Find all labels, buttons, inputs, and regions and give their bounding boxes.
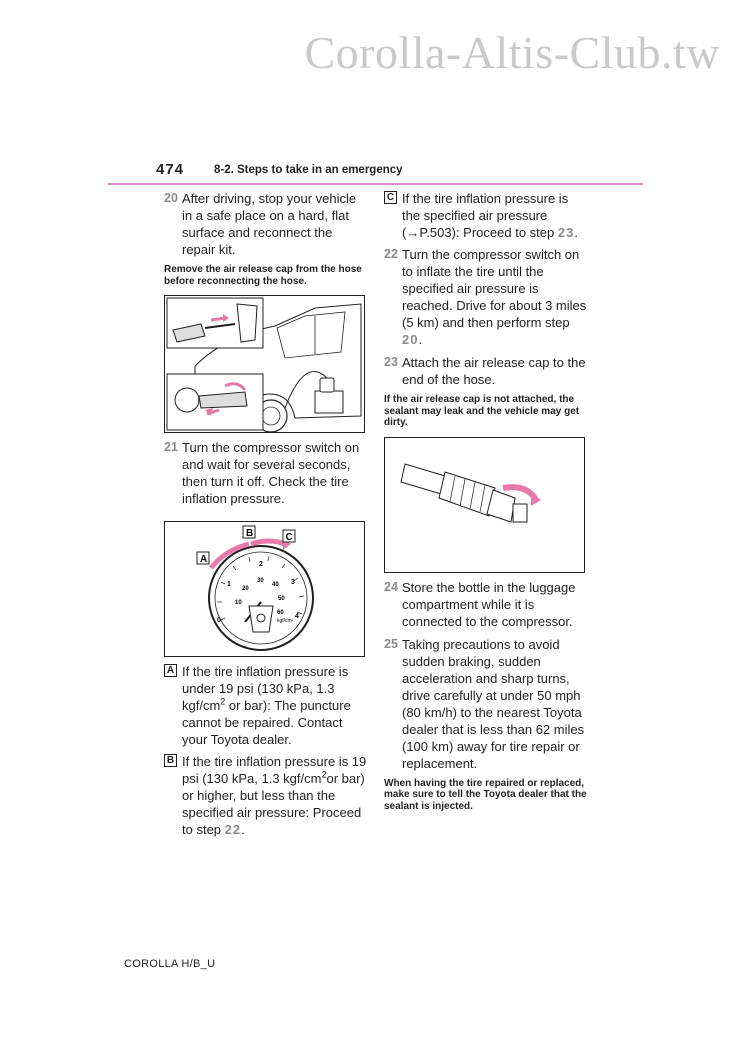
item-text: If the tire inflation pressure is under 19 psi (130 kPa, 1.3 kgf/cm [182,664,349,713]
step-text: After driving, stop your vehicle in a safe place on a hard, flat surface and reconnect the repair kit. [182,191,357,257]
gauge-tick-1: 1 [227,581,231,588]
car-repair-kit-drawing [165,296,364,432]
label-box-b: B [164,754,177,767]
step-end: . [418,332,423,347]
item-c [384,190,589,241]
superscript: 2 [220,696,226,707]
step-25 [384,636,589,772]
footer-model-code: COROLLA H/B_U [124,958,216,970]
item-text-cont: or bar) or higher, but less than the specified air pressure: Proceed to step [182,771,365,837]
step-number: 22 [384,247,398,261]
step-22 [384,246,589,348]
header-rule [108,183,643,185]
step-number: 21 [164,440,178,454]
gauge-tick-2: 2 [259,561,263,568]
step-23 [384,354,589,388]
gauge-label-a: A [200,554,208,565]
step-reference: 22 [224,822,242,837]
step-20 [164,190,369,258]
gauge-tick-60: 60 [277,610,284,616]
air-release-cap-illustration [384,437,585,573]
page-number: 474 [156,161,185,178]
gauge-tick-3: 3 [291,579,295,586]
note-tell-dealer: When having the tire repaired or replaced, make sure to tell the Toyota dealer that the sealant is injected. [384,777,587,812]
step-text: Turn the compressor switch on and wait for several seconds, then turn it off. Check the tire inflation pressure. [182,440,360,506]
step-text: Store the bottle in the luggage compartment while it is connected to the compressor. [402,579,576,629]
note-remove-cap: Remove the air release cap from the hose before reconnecting the hose. [164,264,362,287]
step-21 [164,439,369,507]
gauge-tick-30: 30 [257,578,264,584]
label-box-a: A [164,664,177,677]
repair-kit-illustration [164,295,365,433]
gauge-tick-50: 50 [278,596,285,602]
gauge-label-c: C [285,532,293,543]
item-end: . [574,225,578,240]
hose-cap-drawing [385,438,584,572]
label-box-c: C [384,191,397,204]
gauge-tick-4: 4 [295,613,299,620]
gauge-label-b: B [246,528,254,539]
step-reference: 20 [402,332,419,347]
step-number: 25 [384,636,398,651]
item-b [164,753,369,838]
item-a [164,663,369,748]
step-reference: 23 [557,225,575,240]
pressure-gauge-drawing [165,522,364,656]
pressure-gauge-illustration [164,521,365,657]
gauge-unit: kgf/cm² [277,618,294,624]
step-number: 24 [384,579,398,594]
item-text: If the tire inflation pressure is the specified air pressure (→P.503): Proceed to step [402,191,569,240]
step-number: 23 [384,355,398,369]
item-end: . [241,822,245,837]
gauge-tick-20: 20 [242,586,249,592]
right-column [384,190,589,820]
note-sealant-leak: If the air release cap is not attached, the sealant may leak and the vehicle may get dirty. [384,394,580,428]
item-text-cont: or bar): The puncture cannot be repaired. Contact your Toyota dealer. [182,698,351,747]
section-title: 8-2. Steps to take in an emergency [214,164,403,176]
watermark: Corolla-Altis-Club.tw [304,27,720,78]
step-24 [384,579,589,630]
gauge-tick-0: 0 [217,617,221,624]
step-number: 20 [164,191,178,205]
step-text: Attach the air release cap to the end of the hose. [402,355,586,387]
gauge-tick-40: 40 [272,582,279,588]
gauge-tick-10: 10 [235,600,242,606]
superscript: 2 [321,769,327,780]
step-text: Turn the compressor switch on to inflate the tire until the specified air pressure is reached. Drive for about 3 miles (5 km) and then perform step [402,247,587,330]
left-column [164,190,369,843]
item-text: If the tire inflation pressure is 19 psi (130 kPa, 1.3 kgf/cm [182,754,367,786]
step-text: Taking precautions to avoid sudden braking, sudden acceleration and sharp turns, drive carefully at under 50 mph (80 km/h) to the nearest Toyota dealer that is less than 62 miles (100 km) away for tire repair or replacement. [402,636,585,771]
